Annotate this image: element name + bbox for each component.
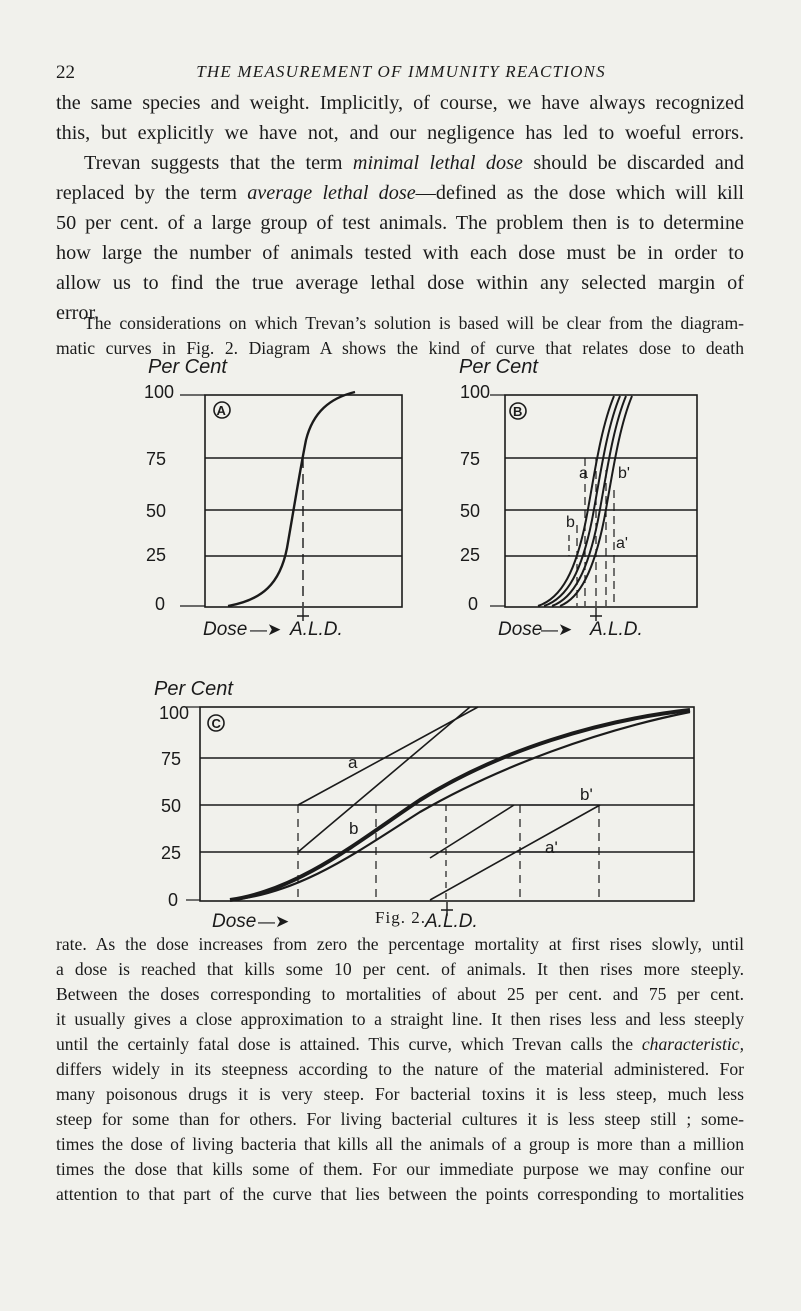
y-tick-label: 25 (161, 843, 182, 863)
y-tick-label: 75 (460, 449, 481, 469)
y-tick-label: 100 (144, 382, 175, 402)
text-line: replaced by the term average lethal dose—defined as the dose which will kill (56, 182, 744, 204)
y-tick-label: 50 (146, 501, 167, 521)
ald-label: A.L.D. (290, 619, 343, 640)
y-tick-label: 0 (468, 594, 479, 614)
curve-label: b (566, 514, 575, 531)
text-line: times the dose that kills some of them. For our immediate purpose we may confine our (56, 1159, 744, 1179)
text-line: error. (56, 302, 100, 324)
text-line: it usually gives a close approximation to a straight line. It then rises less and less steeply (56, 1009, 744, 1029)
x-label: Dose (212, 911, 257, 932)
text-line: many poisonous drugs it is very steep. For bacterial toxins it is less steep, much less (56, 1084, 744, 1104)
curve-label: a' (616, 535, 628, 552)
figure-caption: Fig. 2. (375, 908, 426, 927)
y-tick-label: 75 (161, 749, 182, 769)
axis-title: Per Cent (459, 356, 538, 378)
text-line: this, but explicitly we have not, and our negligence has led to woeful errors. (56, 122, 744, 144)
plot-frame (200, 707, 694, 901)
curve-label: b' (618, 465, 630, 482)
text-line: a dose is reached that kills some 10 per cent. of animals. It then rises more steeply. (56, 959, 744, 979)
text-line: The considerations on which Trevan’s solution is based will be clear from the diagram- (84, 313, 744, 333)
curve-label: a (579, 465, 588, 482)
y-tick-label: 100 (159, 703, 190, 723)
page-number: 22 (56, 62, 75, 83)
emphasis: characteristic, (641, 1034, 744, 1054)
curve-label: a' (545, 838, 558, 857)
y-tick-label: 50 (460, 501, 481, 521)
text-line: Trevan suggests that the term minimal lethal dose should be discarded and (84, 152, 744, 174)
text-line: attention to that part of the curve that lies between the points corresponding to mortalities (56, 1184, 744, 1204)
text-line: differs widely in its steepness according to the nature of the material administered. For (56, 1059, 744, 1079)
panel-label-c-text: C (211, 716, 221, 731)
panel-a (144, 356, 402, 640)
panel-label-a-text: A (216, 403, 226, 418)
y-tick-label: 50 (161, 796, 182, 816)
y-tick-label: 75 (146, 449, 167, 469)
text-line: the same species and weight. Implicitly, of course, we have always recognized (56, 92, 744, 114)
curve-label: a (348, 753, 358, 772)
x-label: Dose (498, 619, 543, 640)
x-label: Dose (203, 619, 248, 640)
text-line: until the certainly fatal dose is attained. This curve, which Trevan calls the characteristic, (56, 1034, 744, 1054)
text-line: steep for some than for others. For living bacterial cultures it is less steep still ; some- (56, 1109, 744, 1129)
text-line: allow us to find the true average lethal dose within any selected margin of (56, 272, 744, 294)
ald-label: A.L.D. (425, 911, 478, 932)
arrow-icon: —➤ (258, 912, 290, 931)
text-line: how large the number of animals tested with each dose must be in order to (56, 242, 744, 264)
y-tick-label: 25 (460, 545, 481, 565)
text-line: times the dose of living bacteria that kills all the animals of a group is more than a million (56, 1134, 744, 1154)
text-line: rate. As the dose increases from zero the percentage mortality at first rises slowly, until (56, 934, 744, 954)
curve (298, 707, 478, 805)
ald-label: A.L.D. (590, 619, 643, 640)
panel-b (459, 356, 697, 640)
y-tick-label: 0 (168, 890, 179, 910)
y-tick-label: 100 (460, 382, 491, 402)
panel-label-b-text: B (513, 404, 523, 419)
text-line: Between the doses corresponding to mortalities of about 25 per cent. and 75 per cent. (56, 984, 744, 1004)
y-tick-label: 0 (155, 594, 166, 614)
curve-label: b' (580, 785, 593, 804)
running-title: THE MEASUREMENT OF IMMUNITY REACTIONS (196, 62, 606, 81)
curve-label: b (349, 819, 359, 838)
emphasis: minimal lethal dose (352, 152, 523, 174)
paragraph-3 (56, 932, 744, 1207)
text-line: 50 per cent. of a large group of test animals. The problem then is to determine (56, 212, 744, 234)
arrow-icon: —➤ (250, 620, 282, 639)
y-tick-label: 25 (146, 545, 167, 565)
curve (430, 805, 514, 858)
curve (228, 392, 355, 606)
panel-c (154, 678, 694, 932)
arrow-icon: —➤ (541, 620, 573, 639)
curve (230, 712, 690, 900)
text-line: matic curves in Fig. 2. Diagram A shows the kind of curve that relates dose to death (56, 338, 744, 358)
axis-title: Per Cent (154, 678, 233, 700)
curve (298, 707, 470, 852)
axis-title: Per Cent (148, 356, 227, 378)
emphasis: average lethal dose (247, 182, 416, 204)
